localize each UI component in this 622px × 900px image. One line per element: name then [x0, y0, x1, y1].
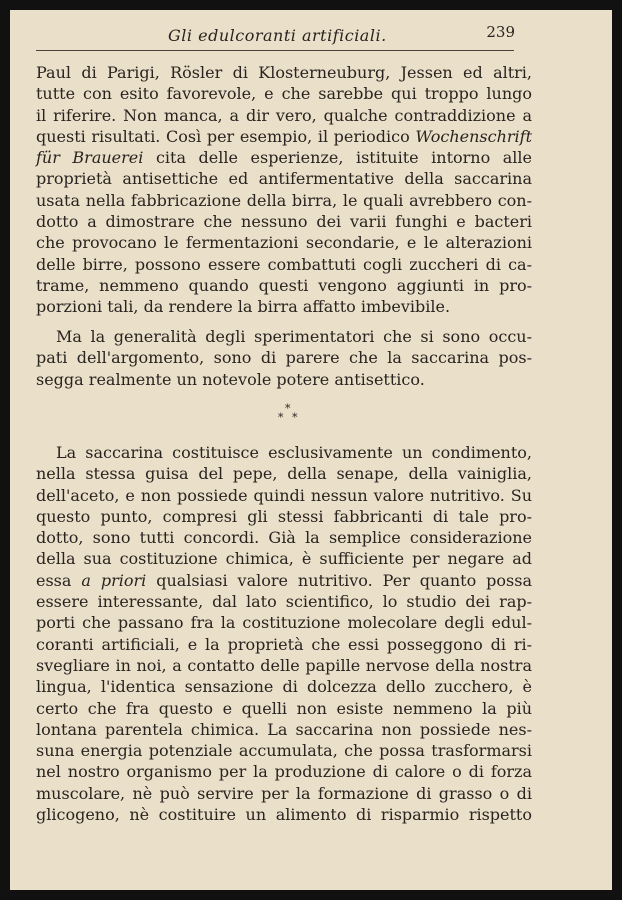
text-line: lontana parentela chimica. La saccarina non possiede nes-: [36, 719, 532, 739]
text-line: suna energia potenziale accumulata, che possa trasformarsi: [36, 741, 532, 761]
text-line: nel nostro organismo per la produzione di calore o di forza: [36, 762, 532, 782]
text-line: che provocano le fermentazioni secondarie, e le alterazioni: [36, 233, 532, 253]
text-line: nella stessa guisa del pepe, della senape, della vainiglia,: [36, 464, 532, 484]
paragraph-2: [36, 326, 532, 390]
text-line: essere interessante, dal lato scientifico, lo studio dei rap-: [36, 592, 532, 612]
text-fragment: cita delle esperienze, istituite intorno alle: [155, 148, 533, 168]
text-line: questo punto, compresi gli stessi fabbricanti di tale pro-: [36, 506, 532, 526]
running-title: Gli edulcoranti artificiali.: [168, 26, 387, 45]
text-line: segga realmente un notevole potere antisettico.: [36, 369, 425, 389]
text-line: coranti artificiali, e la proprietà che essi posseggono di ri-: [36, 634, 532, 654]
italic-title: für Brauerei: [36, 148, 144, 168]
paragraph-3: [36, 442, 532, 825]
text-line: usata nella fabbricazione della birra, le quali avrebbero con-: [36, 190, 532, 210]
italic-title: Wochenschrift: [415, 126, 532, 146]
text-line: certo che fra questo e quelli non esiste nemmeno la più: [36, 698, 532, 718]
text-line: [36, 147, 532, 168]
text-fragment: qualsiasi valore nutritivo. Per quanto possa: [156, 570, 532, 590]
asterism-star: *: [292, 411, 298, 424]
text-line: proprietà antisettiche ed antifermentative della saccarina: [36, 169, 532, 189]
text-line: il riferire. Non manca, a dir vero, qualche contraddizione a: [36, 105, 532, 125]
asterism-star: *: [285, 402, 291, 415]
asterism-divider: [275, 402, 305, 424]
text-line: delle birre, possono essere combattuti cogli zuccheri di ca-: [36, 254, 532, 274]
text-line: La saccarina costituisce esclusivamente un condimento,: [56, 443, 532, 462]
text-line: svegliare in noi, a contatto delle papille nervose della nostra: [36, 655, 532, 675]
text-line: tutte con esito favorevole, e che sarebbe qui troppo lungo: [36, 84, 532, 104]
text-line: glicogeno, nè costituire un alimento di risparmio rispetto: [36, 805, 532, 825]
running-head: [10, 23, 612, 48]
text-fragment: essa: [36, 570, 72, 590]
text-line: porzioni tali, da rendere la birra affatto imbevibile.: [36, 297, 451, 317]
text-line: muscolare, nè può servire per la formazione di grasso o di: [36, 783, 532, 803]
asterism-star: *: [278, 411, 284, 424]
text-line: [36, 570, 532, 591]
book-page: [10, 10, 612, 890]
text-line: [36, 126, 532, 147]
italic-phrase: a priori: [81, 570, 147, 590]
text-line: Ma la generalità degli sperimentatori che si sono occu-: [56, 327, 532, 346]
text-line: dotto a dimostrare che nessuno dei varii funghi e bacteri: [36, 212, 532, 232]
text-line: porti che passano fra la costituzione molecolare degli edul-: [36, 613, 532, 633]
header-rule: [36, 50, 514, 51]
text-line: pati dell'argomento, sono di parere che la saccarina pos-: [36, 348, 532, 368]
text-line: Paul di Parigi, Rösler di Klosterneuburg, Jessen ed altri,: [36, 63, 532, 82]
page-number: 239: [486, 23, 515, 41]
text-line: trame, nemmeno quando questi vengono aggiunti in pro-: [36, 275, 532, 295]
text-line: lingua, l'identica sensazione di dolcezza dello zucchero, è: [36, 677, 532, 697]
text-line: dotto, sono tutti concordi. Già la semplice considerazione: [36, 528, 532, 548]
text-line: dell'aceto, e non possiede quindi nessun valore nutritivo. Su: [36, 485, 532, 505]
paragraph-1: [36, 62, 532, 318]
text-line: della sua costituzione chimica, è sufficiente per negare ad: [36, 549, 532, 569]
text-fragment: questi risultati. Così per esempio, il periodico: [36, 126, 410, 146]
